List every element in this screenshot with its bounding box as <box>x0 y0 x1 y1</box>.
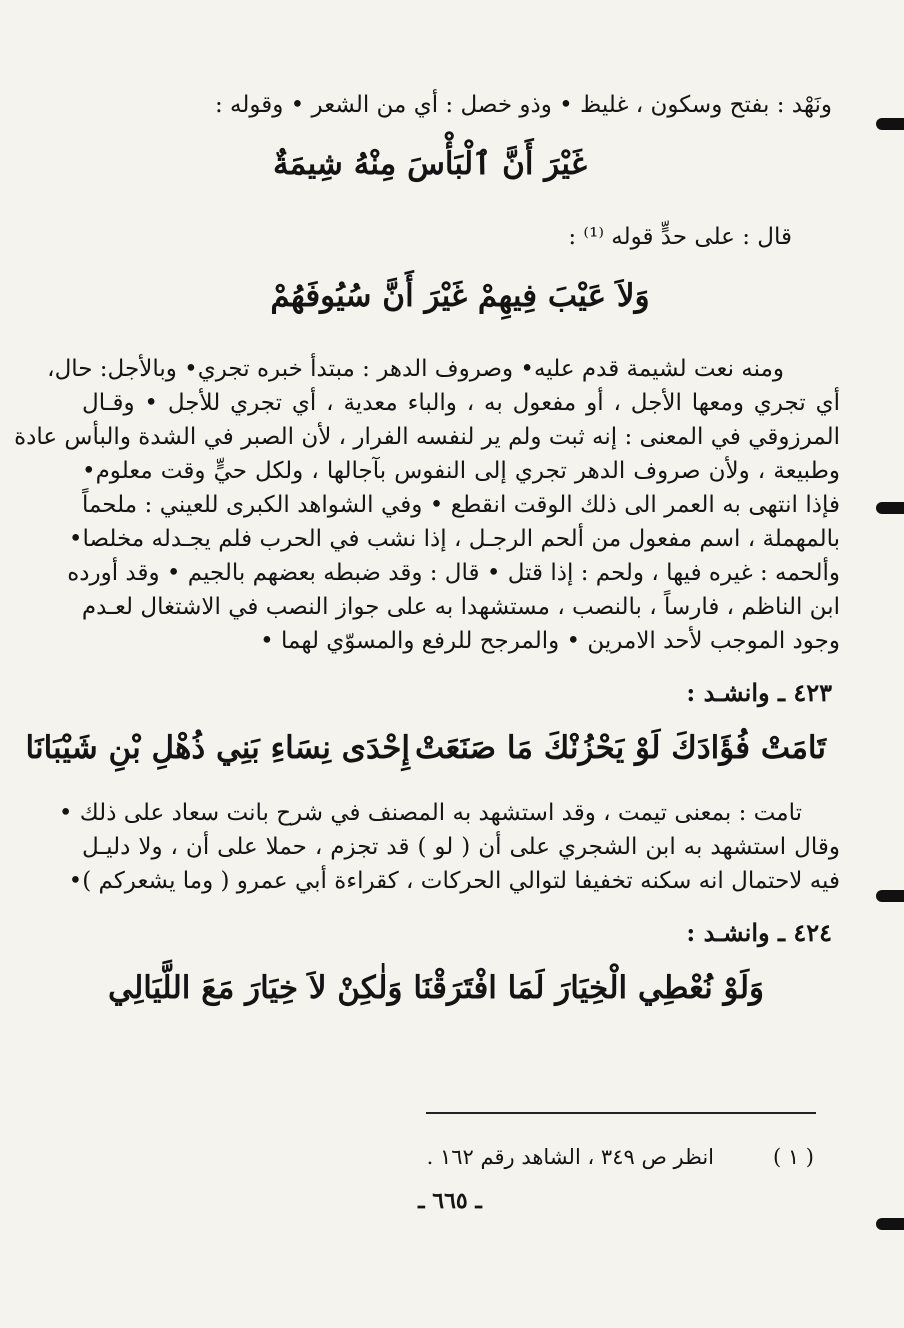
intro-line: ونَهْد : بفتح وسكون ، غليظ • وذو خصل : أي من الشعر • وقوله : <box>214 92 832 118</box>
margin-mark <box>876 1218 904 1230</box>
verse-heading-423: ٤٢٣ ـ وانشـد : <box>686 678 832 707</box>
paragraph-line: وطبيعة ، ولأن صروف الدهر تجري إلى النفوس بآجالها ، ولكل حيٍّ وقت معلوم• <box>82 458 840 484</box>
paragraph-line: أي تجري ومعها الأجل ، أو مفعول به ، والباء معدية ، أي تجري للأجل • وقـال <box>82 390 840 416</box>
footnote-number: ( ١ ) <box>772 1145 814 1169</box>
qal-line: قال : على حدٍّ قوله ⁽¹⁾ : <box>568 224 792 250</box>
paragraph-line: فإذا انتهى به العمر الى ذلك الوقت انقطع • وفي الشواهد الكبرى للعيني : ملحماً <box>82 492 840 518</box>
paragraph-line: ابن الناظم ، فارساً ، بالنصب ، مستشهدا به على جواز النصب في الاشتغال لعـدم <box>81 594 840 620</box>
margin-mark <box>876 502 904 514</box>
hemistich-left: إِحْدَى نِسَاءِ بَنِي ذُهْلِ بْنِ شَيْبَانَا <box>25 730 410 766</box>
paragraph-line: فيه لاحتمال انه سكنه تخفيفا لتوالي الحركات ، كقراءة أبي عمرو ( وما يشعركم )• <box>68 868 840 894</box>
paragraph-line: وقال استشهد به ابن الشجري على أن ( لو ) قد تجزم ، حملا على أن ، ولا دليـل <box>82 834 840 860</box>
paragraph-line: ومنه نعت لشيمة قدم عليه• وصروف الدهر : مبتدأ خبره تجري• وبالأجل: حال، <box>47 356 784 382</box>
paragraph-line: وجود الموجب لأحد الامرين • والمرجح للرفع والمسوّي لهما • <box>260 628 840 654</box>
margin-mark <box>876 118 904 130</box>
margin-mark <box>876 890 904 902</box>
verse-heading-424: ٤٢٤ ـ وانشـد : <box>686 918 832 947</box>
quoted-verse: غَيْرَ أَنَّ ٱلْبَأْسَ مِنْهُ شِيمَةٌ <box>273 146 587 182</box>
paragraph-line: المرزوقي في المعنى : إنه ثبت ولم ير لنفسه الفرار ، لأن الصبر في الشدة والبأس عادة <box>14 424 840 450</box>
paragraph-line: وألحمه : غيره فيها ، ولحم : إذا قتل • قال : وقد ضبطه بعضهم بالجيم • وقد أورده <box>67 560 840 586</box>
hemistich-right: وَلَوْ نُعْطِي الْخِيَارَ لَمَا افْتَرَقْنَا <box>413 970 764 1006</box>
paragraph-line: بالمهملة ، اسم مفعول من ألحم الرجـل ، إذا نشب في الحرب فلم يجـدله مخلصا• <box>68 526 840 552</box>
footnote-text: انظر ص ٣٤٩ ، الشاهد رقم ١٦٢ . <box>426 1145 714 1169</box>
verse-line: وَلاَ عَيْبَ فِيهِمْ غَيْرَ أَنَّ سُيُوفَهُمْ <box>270 278 650 314</box>
footnote-rule <box>426 1112 816 1114</box>
hemistich-left: وَلٰكِنْ لاَ خِيَارَ مَعَ اللَّيَالِي <box>108 970 403 1006</box>
paragraph-line: تامت : بمعنى تيمت ، وقد استشهد به المصنف في شرح بانت سعاد على ذلك • <box>58 800 802 826</box>
page-number: ـ ٦٦٥ ـ <box>418 1188 482 1214</box>
hemistich-right: تَامَتْ فُؤَادَكَ لَوْ يَحْزُنْكَ مَا صَنَعَتْ <box>415 730 826 766</box>
